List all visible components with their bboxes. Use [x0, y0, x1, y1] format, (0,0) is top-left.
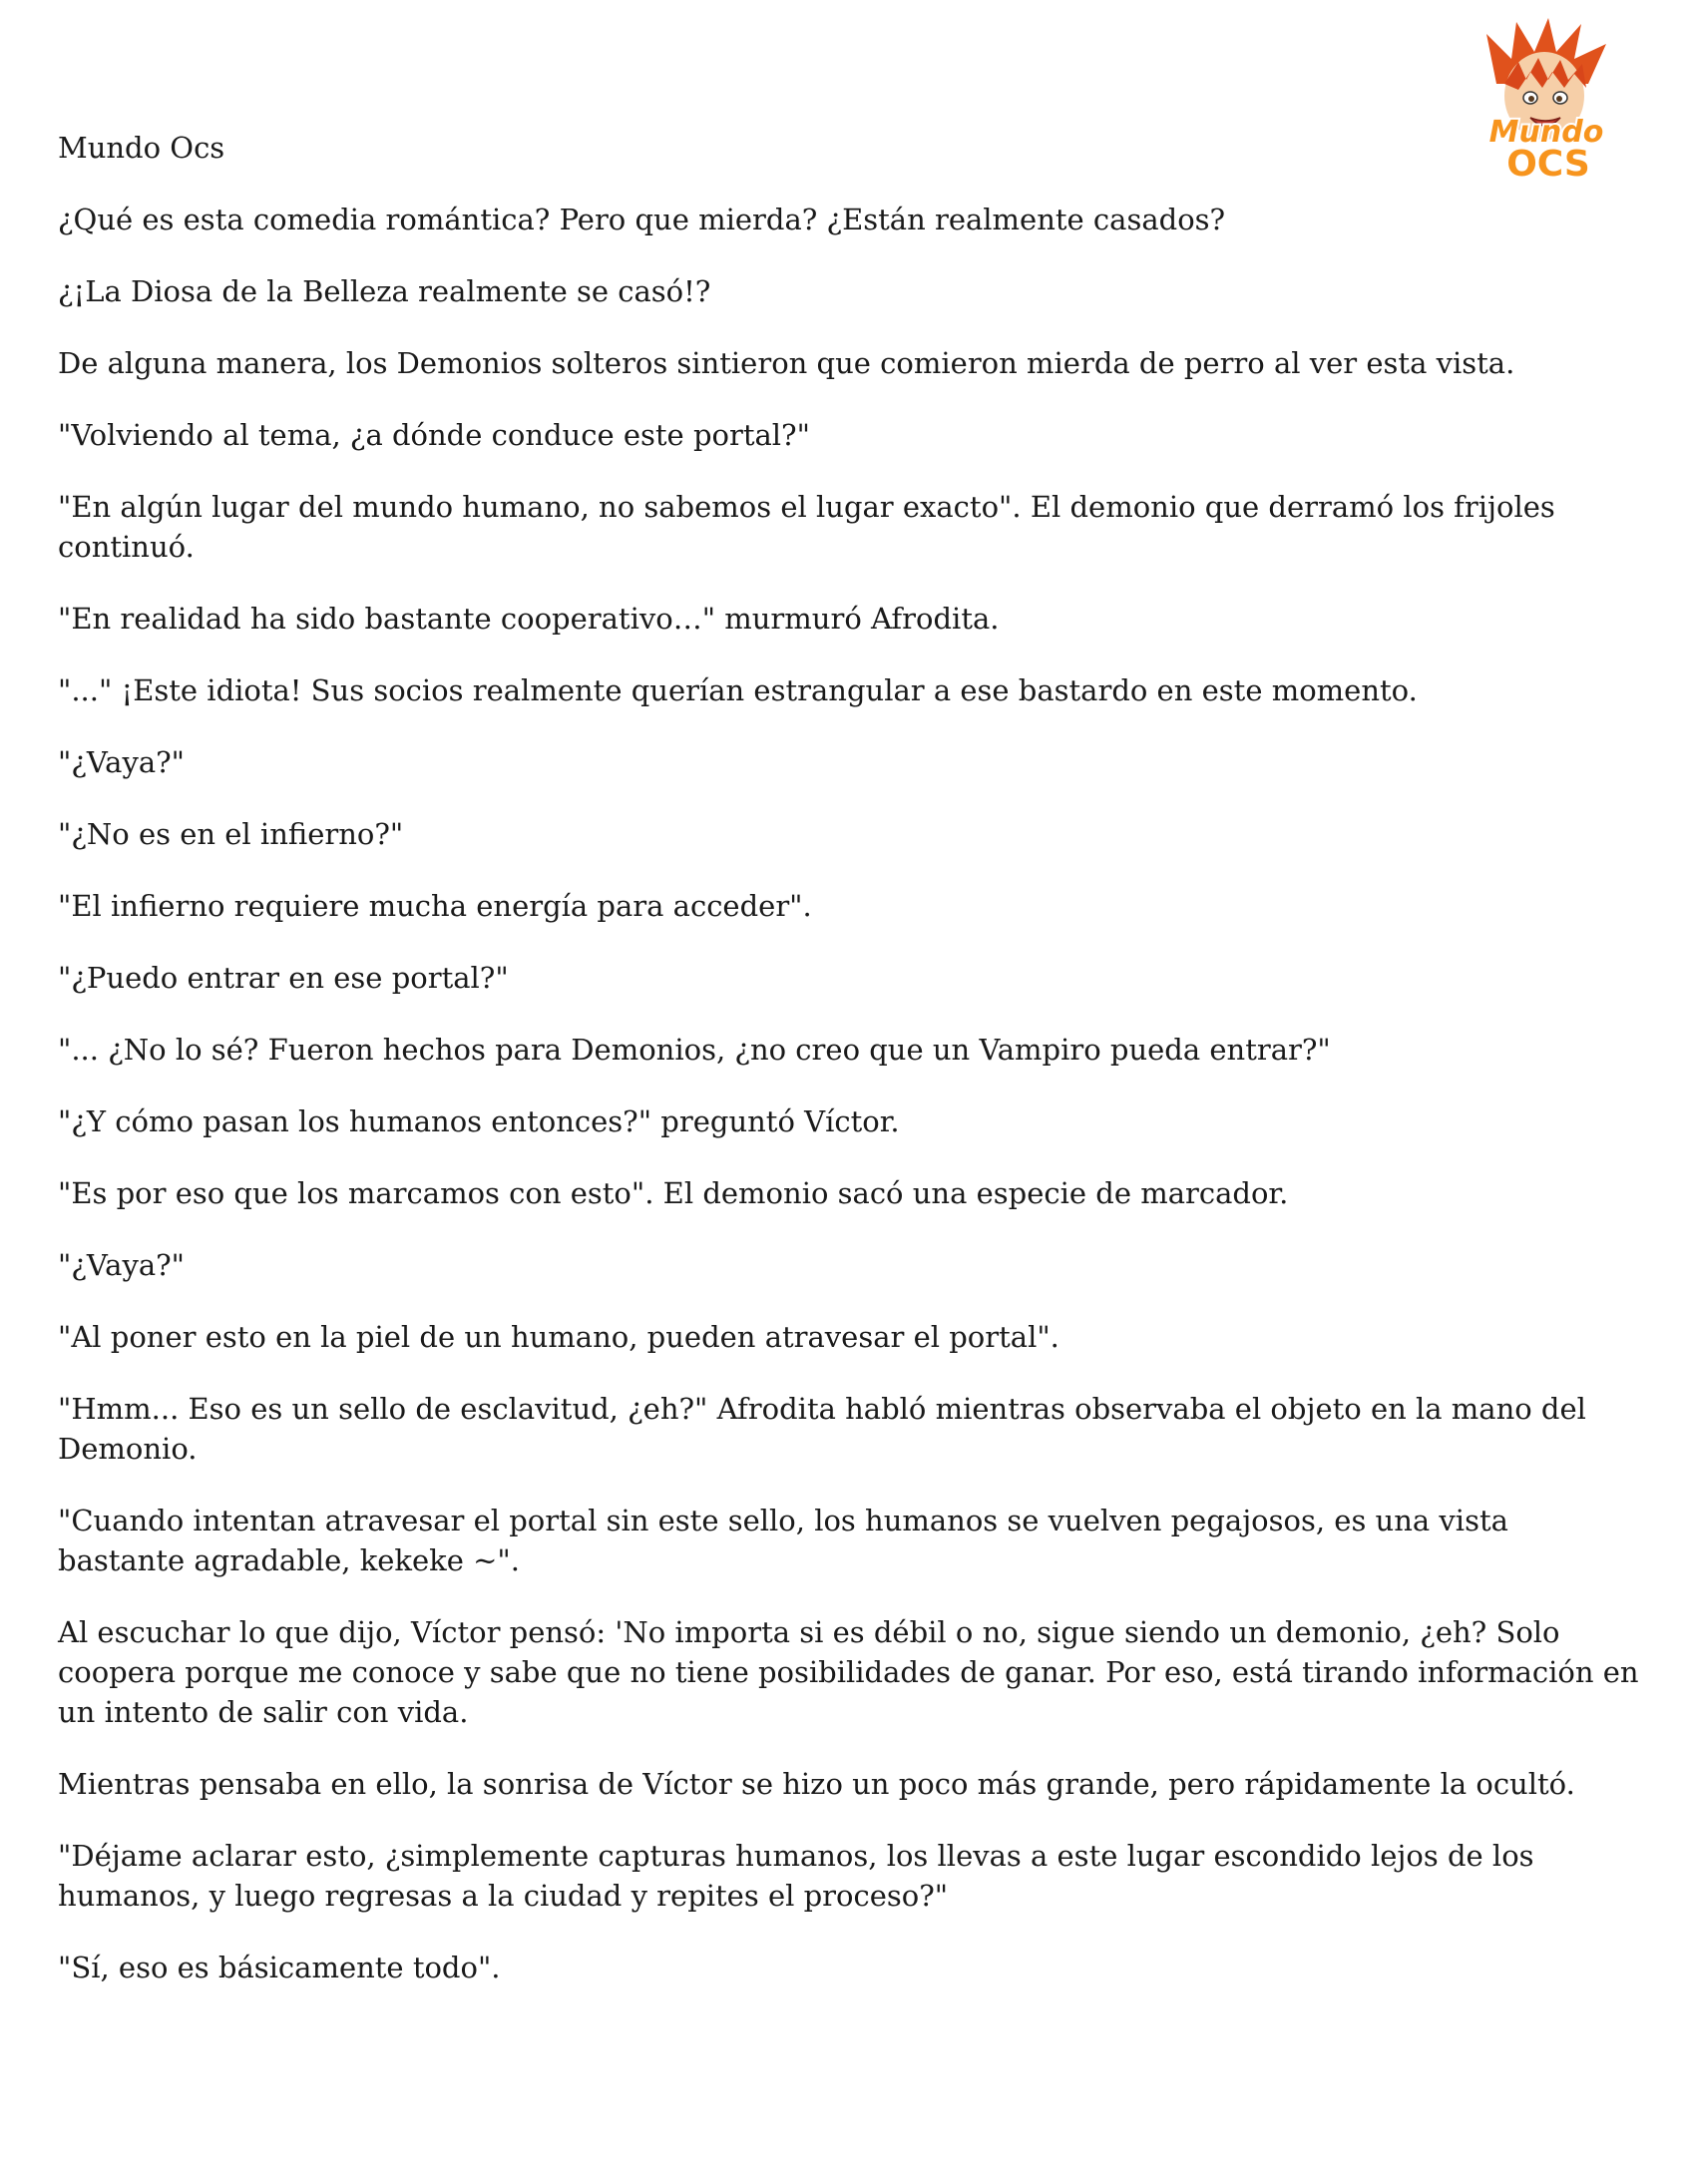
paragraph: "En realidad ha sido bastante cooperativo…" murmuró Afrodita. — [58, 602, 1000, 636]
paragraph: "¿Puedo entrar en ese portal?" — [58, 961, 509, 995]
paragraph: "Es por eso que los marcamos con esto". El demonio sacó una especie de marcador. — [58, 1176, 1289, 1210]
paragraph: "..." ¡Este idiota! Sus socios realmente querían estrangular a ese bastardo en este momento. — [58, 673, 1418, 707]
paragraph: "El infierno requiere mucha energía para acceder". — [58, 889, 812, 923]
paragraph: "Volviendo al tema, ¿a dónde conduce este portal?" — [58, 418, 810, 452]
paragraph: "Sí, eso es básicamente todo". — [58, 1951, 501, 1984]
paragraph: "Al poner esto en la piel de un humano, pueden atravesar el portal". — [58, 1320, 1059, 1354]
paragraph: ¿Qué es esta comedia romántica? Pero que mierda? ¿Están realmente casados? — [58, 203, 1226, 236]
paragraph: "¿Vaya?" — [58, 1248, 186, 1282]
document-body — [58, 128, 1644, 2019]
paragraph: ¿¡La Diosa de la Belleza realmente se casó!? — [58, 274, 711, 308]
paragraph: "¿Y cómo pasan los humanos entonces?" preguntó Víctor. — [58, 1104, 900, 1138]
logo-text-line1: Mundo — [1488, 115, 1604, 150]
paragraph: "Cuando intentan atravesar el portal sin este sello, los humanos se vuelven pegajosos, es una vista bastante agradable, kekeke ~". — [58, 1504, 1508, 1577]
paragraph: "Déjame aclarar esto, ¿simplemente capturas humanos, los llevas a este lugar escondido lejos de los humanos, y luego regresas a la ciudad y repites el proceso?" — [58, 1839, 1534, 1913]
header-text: Mundo Ocs — [58, 131, 225, 165]
paragraph: Mientras pensaba en ello, la sonrisa de Víctor se hizo un poco más grande, pero rápidamente la ocultó. — [58, 1767, 1575, 1801]
paragraph: "En algún lugar del mundo humano, no sabemos el lugar exacto". El demonio que derramó los frijoles continuó. — [58, 490, 1555, 564]
paragraph: Al escuchar lo que dijo, Víctor pensó: 'No importa si es débil o no, sigue siendo un demonio, ¿eh? Solo coopera porque me conoce y sabe que no tiene posibilidades de ganar. Por eso, está tirando información en un intento de salir con vida. — [58, 1615, 1639, 1729]
paragraph: "Hmm... Eso es un sello de esclavitud, ¿eh?" Afrodita habló mientras observaba el objeto en la mano del Demonio. — [58, 1392, 1586, 1466]
paragraph: De alguna manera, los Demonios solteros sintieron que comieron mierda de perro al ver esta vista. — [58, 346, 1515, 380]
paragraph: "... ¿No lo sé? Fueron hechos para Demonios, ¿no creo que un Vampiro pueda entrar?" — [58, 1033, 1331, 1067]
logo-text-line2: OCS — [1506, 144, 1590, 184]
paragraph: "¿Vaya?" — [58, 745, 186, 779]
paragraph: "¿No es en el infierno?" — [58, 817, 404, 851]
